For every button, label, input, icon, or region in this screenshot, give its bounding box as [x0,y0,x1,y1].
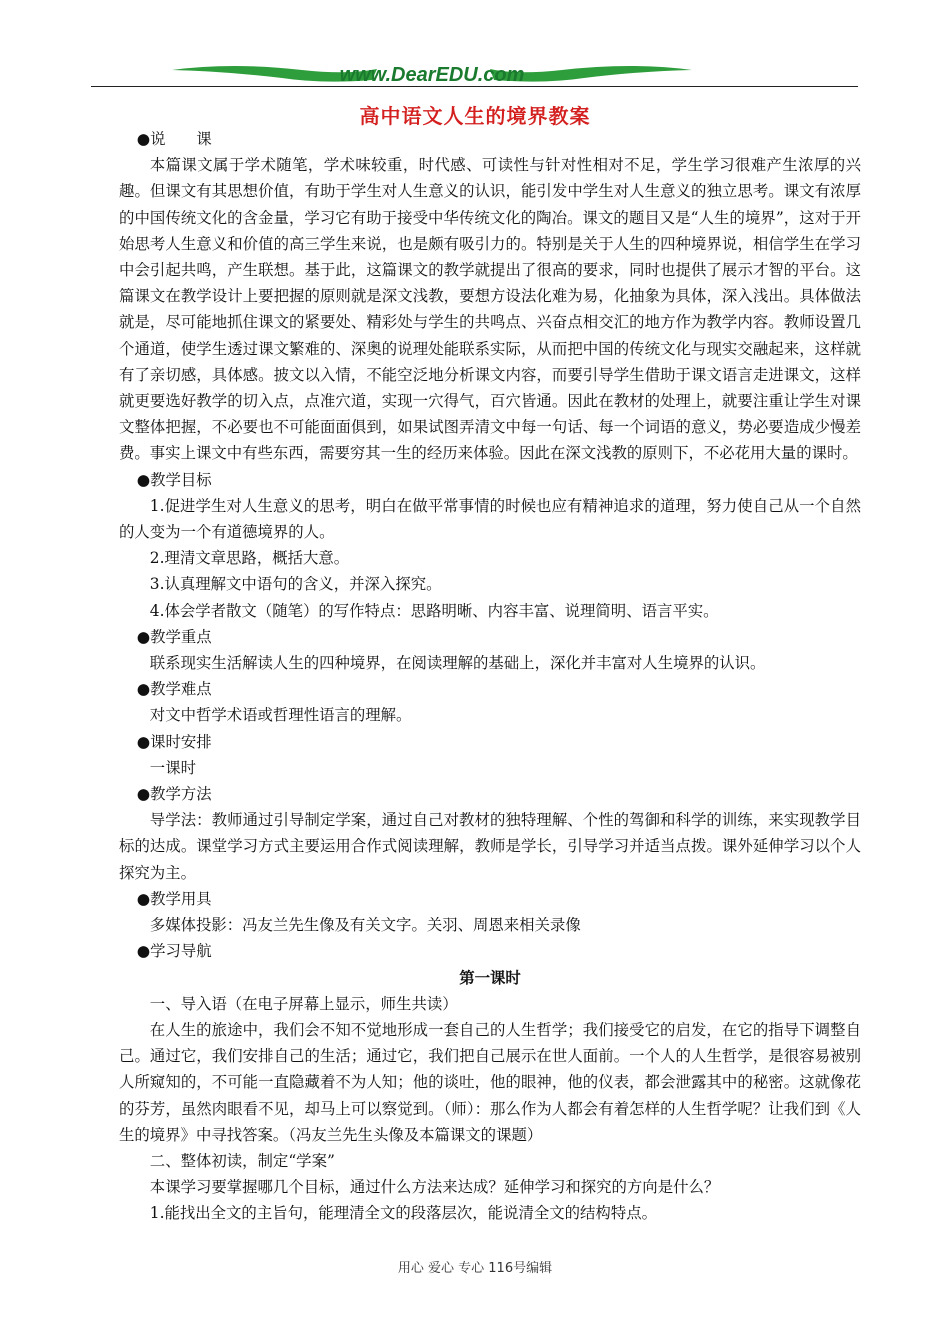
page-footer: 用心 爱心 专心 116号编辑 [397,1261,553,1276]
paragraph: 本篇课文属于学术随笔，学术味较重，时代感、可读性与针对性相对不足，学生学习很难产生浓厚的兴趣。但课文有其思想价值，有助于学生对人生意义的认识，能引发中学生对人生意义的独立思考。课文有浓厚的中国传统文化的含金量，学习它有助于接受中华传统文化的陶冶。课文的题目又是“人生的境界”，这对于开始思考人生意义和价值的高三学生来说，也是颇有吸引力的。特别是关于人生的四种境界说，相信学生在学习中会引起共鸣，产生联想。基于此，这篇课文的教学就提出了很高的要求，同时也提供了展示才智的平台。这篇课文在教学设计上要把握的原则就是深文浅教，要想方设法化难为易，化抽象为具体，深入浅出。具体做法就是，尽可能地抓住课文的紧要处、精彩处与学生的共鸣点、兴奋点相交汇的地方作为教学内容。教师设置几个通道，使学生透过课文繁难的、深奥的说理处能联系实际，从而把中国的传统文化与现实交融起来，这样就有了亲切感，具体感。披文以入情，不能空泛地分析课文内容，而要引导学生借助于课文语言走进课文，这样就更要选好教学的切入点，点准穴道，实现一穴得气，百穴皆通。因此在教材的处理上，就要注重让学生对课文整体把握，不必要也不可能面面俱到，如果试图弄清文中每一句话、每一个词语的意义，势必要造成少慢差费。事实上课文中有些东西，需要穷其一生的经历来体验。因此在深文浅教的原则下，不必花用大量的课时。 [119,156,861,463]
list-item: 3.认真理解文中语句的含义，并深入探究。 [149,575,442,594]
section-heading: ●教学目标 [136,470,212,489]
lesson-heading: 第一课时 [459,968,521,987]
header-banner [172,62,692,86]
section-heading: ●教学用具 [136,889,212,908]
site-logo-text: www.DearEDU.com [339,64,525,86]
section-heading: ●教学方法 [136,785,212,804]
paragraph: 多媒体投影：冯友兰先生像及有关文字。关羽、周恩来相关录像 [149,916,581,935]
paragraph: 导学法：教师通过引导制定学案，通过自己对教材的独特理解、个性的驾御和科学的训练，来实现教学目标的达成。课堂学习方式主要运用合作式阅读理解，教师是学长，引导学习并适当点拨。课外延伸学习以个人探究为主。 [119,811,861,882]
list-item: 1.能找出全文的主旨句，能理清全文的段落层次，能说清全文的结构特点。 [149,1204,657,1223]
paragraph: 一、导入语（在电子屏幕上显示，师生共读） [149,994,458,1013]
section-heading: ●说 课 [136,130,212,148]
paragraph: 二、整体初读，制定“学案” [149,1151,335,1170]
paragraph: 本课学习要掌握哪几个目标，通过什么方法来达成？延伸学习和探究的方向是什么？ [149,1178,720,1197]
paragraph: 在人生的旅途中，我们会不知不觉地形成一套自己的人生哲学；我们接受它的启发，在它的指导下调整自己。通过它，我们安排自己的生活；通过它，我们把自己展示在世人面前。一个人的人生哲学，是很容易被别人所窥知的，不可能一直隐藏着不为人知；他的谈吐，他的眼神，他的仪表，都会泄露其中的秘密。这就像花的芬芳，虽然肉眼看不见，却马上可以察觉到。（师）：那么作为人都会有着怎样的人生哲学呢？让我们到《人生的境界》中寻找答案。（冯友兰先生头像及本篇课文的课题） [119,1020,861,1144]
document-body [119,126,861,1227]
header-divider [91,86,858,87]
section-heading: ●教学重点 [136,627,212,646]
paragraph: 联系现实生活解读人生的四种境界，在阅读理解的基础上，深化并丰富对人生境界的认识。 [149,654,766,673]
paragraph: 对文中哲学术语或哲理性语言的理解。 [149,706,412,725]
section-heading: ●学习导航 [136,942,212,961]
list-item: 2.理清文章思路，概括大意。 [149,549,350,568]
page-title: 高中语文人生的境界教案 [359,104,591,128]
section-heading: ●课时安排 [136,732,212,751]
list-item: 1.促进学生对人生意义的思考，明白在做平常事情的时候也应有精神追求的道理，努力使自己从一个自然的人变为一个有道德境界的人。 [119,496,861,542]
section-heading: ●教学难点 [136,680,212,699]
list-item: 4.体会学者散文（随笔）的写作特点：思路明晰、内容丰富、说理简明、语言平实。 [149,601,719,620]
paragraph: 一课时 [149,758,196,777]
